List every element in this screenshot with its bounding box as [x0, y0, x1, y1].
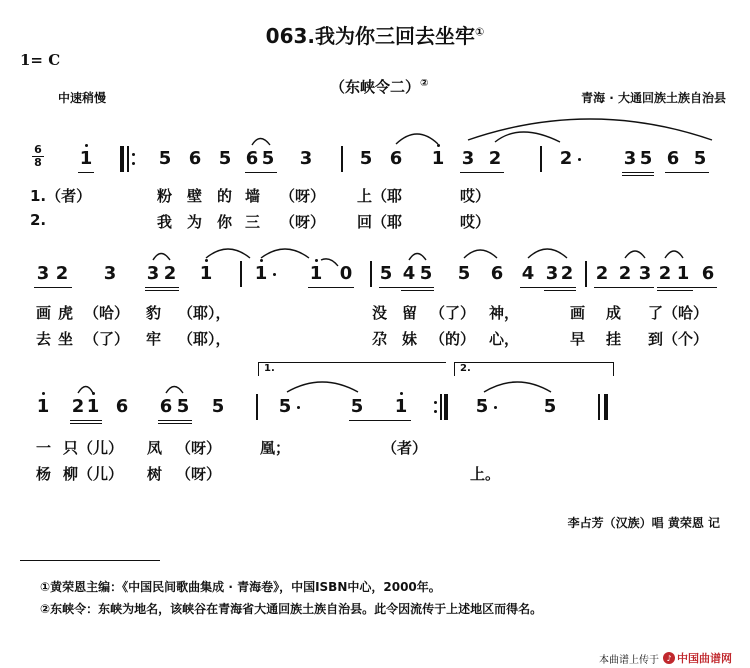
lyric: 上	[357, 187, 373, 205]
lyric: （耶	[372, 213, 403, 231]
lyric: 回	[357, 213, 373, 231]
note: 3	[103, 263, 117, 284]
note: 6	[490, 263, 504, 284]
note: 1	[36, 396, 50, 417]
note: 6	[389, 148, 403, 169]
lyric: 2.	[30, 211, 47, 229]
note: 6	[159, 396, 173, 417]
note: 3	[299, 148, 313, 169]
note: 5	[419, 263, 433, 284]
note: 3	[146, 263, 160, 284]
note: 0	[339, 263, 353, 284]
lyric: （了）	[84, 330, 130, 348]
note: 2	[559, 148, 573, 169]
note: 1	[199, 263, 213, 284]
lyric: 凰；	[260, 439, 291, 457]
lyric: 坐	[58, 330, 74, 348]
site-logo-text: 中国曲谱网	[677, 652, 732, 665]
volta-2-label: 2.	[460, 363, 471, 374]
lyric: 去	[36, 330, 52, 348]
lyric: （者）	[382, 439, 428, 457]
note: 3	[638, 263, 652, 284]
note: 2	[658, 263, 672, 284]
note: 2	[560, 263, 574, 284]
lyric: （耶），	[178, 330, 231, 348]
footnote-divider	[20, 560, 160, 561]
lyric: 妹	[402, 330, 418, 348]
note: 3	[623, 148, 637, 169]
lyric: 画	[36, 304, 52, 322]
note: 6	[115, 396, 129, 417]
note: 2	[71, 396, 85, 417]
note: 4	[402, 263, 416, 284]
subtitle-footnote-marker: ②	[420, 78, 429, 89]
note: 1	[309, 263, 323, 284]
note: 3	[461, 148, 475, 169]
note: 5	[158, 148, 172, 169]
region-label: 青海 · 大通回族土族自治县	[581, 91, 726, 105]
note: 1	[254, 263, 268, 284]
lyric: （呀）	[280, 213, 326, 231]
key-signature: 1= C	[20, 51, 61, 69]
lyric: 凤	[147, 439, 163, 457]
lyric: 牢	[146, 330, 162, 348]
lyric: 1.（者）	[30, 187, 92, 205]
note: 5	[543, 396, 557, 417]
footnote-1: ①黄荣恩主编：《中国民间歌曲集成 · 青海卷》，中国ISBN中心，2000年。	[40, 580, 441, 594]
volta-1-label: 1.	[264, 363, 275, 374]
tempo-marking: 中速稍慢	[58, 91, 107, 105]
lyric: 墙	[245, 187, 261, 205]
note: 1	[79, 148, 93, 169]
lyric: 画	[570, 304, 586, 322]
lyric: 杨	[36, 465, 52, 483]
lyric: 哎）	[460, 187, 491, 205]
lyric: 壁	[187, 187, 203, 205]
lyric: 心，	[489, 330, 520, 348]
lyric: 上。	[470, 465, 501, 483]
note: 6	[701, 263, 715, 284]
time-signature-top: 6	[34, 143, 42, 156]
lyric: 树	[147, 465, 163, 483]
lyric: 成	[606, 304, 622, 322]
note: 5	[457, 263, 471, 284]
note: 5	[261, 148, 275, 169]
note: 2	[55, 263, 69, 284]
lyric: 你	[217, 213, 233, 231]
lyric: 神，	[489, 304, 520, 322]
note: 6	[666, 148, 680, 169]
note: 5	[359, 148, 373, 169]
note: 5	[176, 396, 190, 417]
note: 3	[36, 263, 50, 284]
lyric: 为	[187, 213, 203, 231]
note: 5	[350, 396, 364, 417]
lyric: 的	[217, 187, 233, 205]
song-subtitle: （东峡令二）②	[330, 78, 429, 96]
lyric: （呀）	[280, 187, 326, 205]
note: 1	[431, 148, 445, 169]
lyric: 我	[157, 213, 173, 231]
lyric: （哈）	[84, 304, 130, 322]
lyric: 没	[372, 304, 388, 322]
note: 2	[595, 263, 609, 284]
lyric: 到（个）	[648, 330, 709, 348]
lyric: （呀）	[176, 439, 222, 457]
lyric: （耶	[372, 187, 403, 205]
lyric: 三	[245, 213, 261, 231]
lyric: 豹	[146, 304, 162, 322]
lyric: （了）	[430, 304, 476, 322]
lyric: 虎	[58, 304, 74, 322]
footnote-2: ②东峡令：东峡为地名，该峡谷在青海省大通回族土族自治县。此令因流传于上述地区而得名。	[40, 602, 543, 616]
note: 6	[188, 148, 202, 169]
note: 5	[379, 263, 393, 284]
note: 5	[218, 148, 232, 169]
music-note-icon: ♪	[663, 652, 675, 664]
note: 3	[545, 263, 559, 284]
note: 2	[488, 148, 502, 169]
note: 5	[278, 396, 292, 417]
note: 2	[618, 263, 632, 284]
lyric: 早	[570, 330, 586, 348]
note: 1	[394, 396, 408, 417]
time-signature-bottom: 8	[34, 156, 42, 169]
lyric: 只（儿）	[63, 439, 124, 457]
lyric: （的）	[430, 330, 476, 348]
lyric: 尕	[372, 330, 388, 348]
lyric: 留	[402, 304, 418, 322]
site-logo[interactable]	[663, 650, 732, 666]
lyric: （耶），	[178, 304, 231, 322]
note: 5	[639, 148, 653, 169]
footer-text: 本曲谱上传于	[599, 654, 659, 666]
song-title: 063.我为你三回去坐牢①	[265, 24, 485, 48]
note: 4	[521, 263, 535, 284]
lyric: 挂	[606, 330, 622, 348]
note: 6	[245, 148, 259, 169]
lyric: 柳（儿）	[63, 465, 124, 483]
site-footer	[599, 650, 732, 666]
note: 2	[163, 263, 177, 284]
note: 1	[86, 396, 100, 417]
lyric: 了（哈）	[648, 304, 709, 322]
note: 5	[475, 396, 489, 417]
lyric: （呀）	[176, 465, 222, 483]
note: 5	[693, 148, 707, 169]
performer-credit: 李占芳（汉族）唱 黄荣恩 记	[567, 516, 720, 530]
lyric: 一	[36, 439, 52, 457]
note: 5	[211, 396, 225, 417]
lyric: 哎）	[460, 213, 491, 231]
note: 1	[676, 263, 690, 284]
lyric: 粉	[157, 187, 173, 205]
title-footnote-marker: ①	[475, 25, 485, 39]
